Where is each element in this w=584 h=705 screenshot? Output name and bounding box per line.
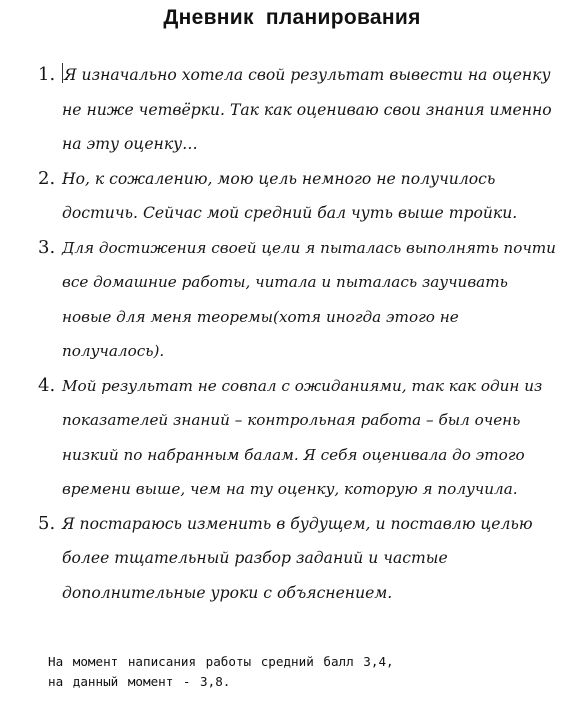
list-item-number: 4. <box>38 374 56 396</box>
list-item <box>38 507 558 611</box>
list-item-text: Я постараюсь изменить в будущем, и поставлю целью более тщательный разбор заданий и частые дополнительные уроки с объяснением. <box>62 514 533 602</box>
list-item-number: 1. <box>38 64 56 85</box>
list-item-text: Но, к сожалению, мою цель немного не получилось достичь. Сейчас мой средний бал чуть выше тройки. <box>62 169 518 222</box>
page-title: Дневник планирования <box>163 6 421 29</box>
list-item-number: 5. <box>38 512 56 534</box>
list-item-number: 2. <box>38 167 56 189</box>
footer-line: на данный момент - 3,8. <box>48 674 231 689</box>
list-item-text <box>62 58 558 162</box>
list-item-text: Для достижения своей цели я пыталась выполнять почти все домашние работы, читала и пыталась заучивать новые для меня теоремы(хотя иногда этого не получалось). <box>62 238 556 360</box>
list-item <box>38 231 558 369</box>
list-item <box>38 58 558 162</box>
list-item <box>38 369 558 507</box>
numbered-list <box>38 58 558 610</box>
list-item <box>38 162 558 231</box>
list-item-text-content: Я изначально хотела свой результат вывести на оценку не ниже четвёрки. Так как оцениваю свои знания именно на эту оценку… <box>62 66 552 153</box>
footer-note <box>48 652 548 692</box>
list-item-text: Мой результат не совпал с ожиданиями, так как один из показателей знаний – контрольная работа – был очень низкий по набранным балам. Я себя оценивала до этого времени выше, чем на ту оценку, которую я получила. <box>62 376 543 498</box>
text-cursor <box>62 63 63 83</box>
footer-line: На момент написания работы средний балл 3,4, <box>48 654 394 669</box>
list-item-number: 3. <box>38 236 56 258</box>
